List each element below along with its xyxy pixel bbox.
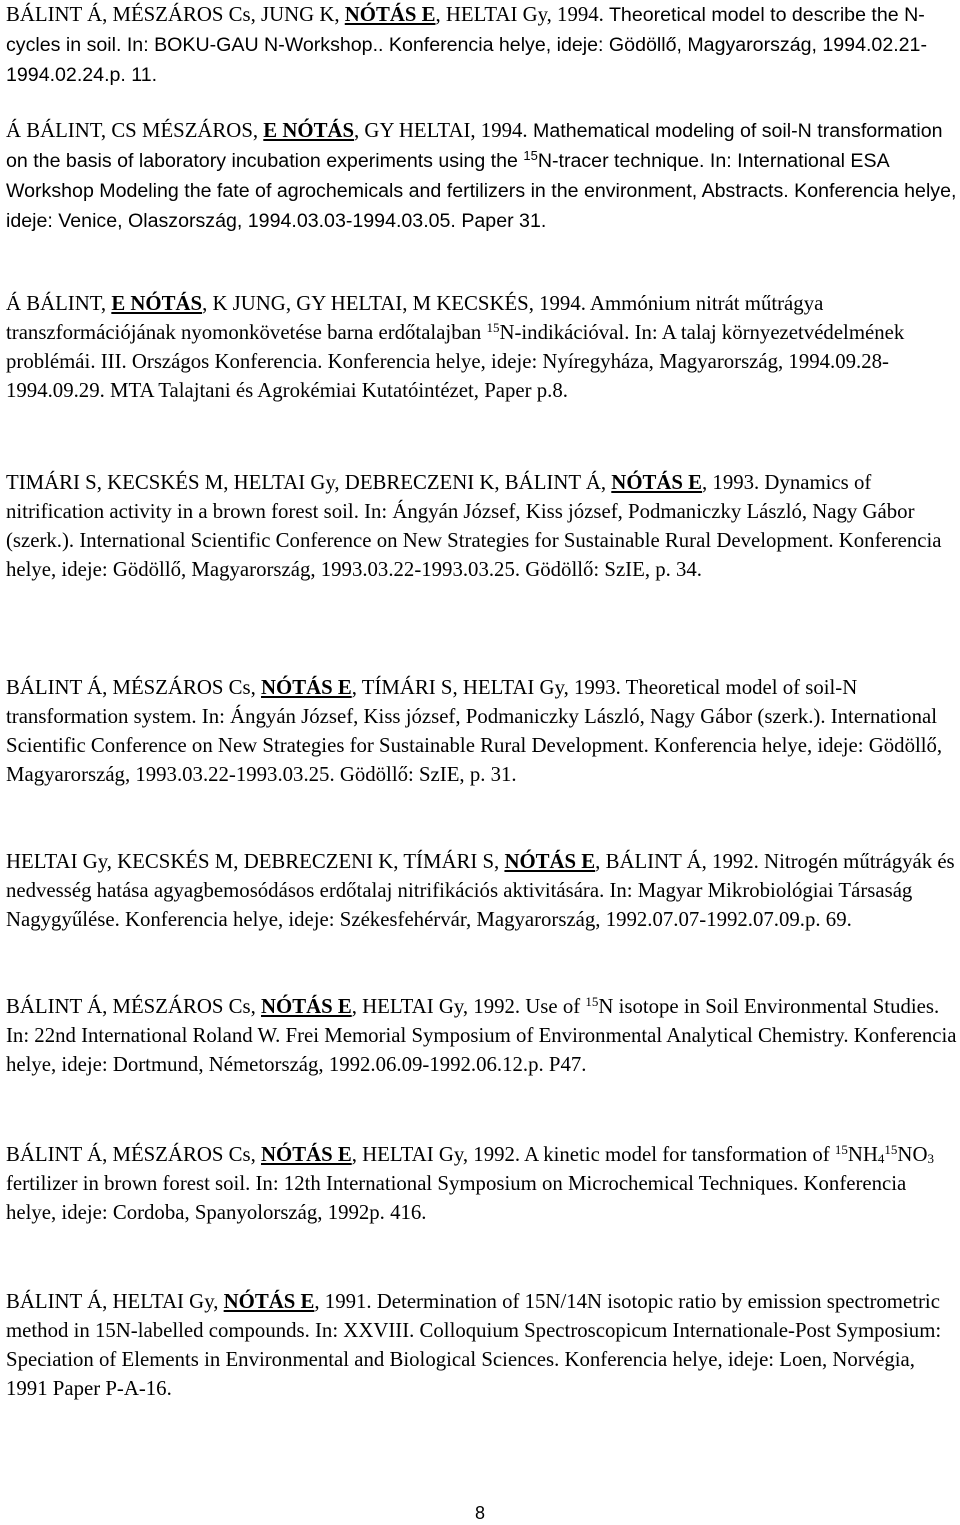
publication-entry-4 — [6, 468, 958, 584]
entry-authors: BÁLINT Á, MÉSZÁROS Cs, NÓTÁS E, TÍMÁRI S, HELTAI Gy, 1993. — [6, 676, 621, 699]
entry-details: Theoretical model to describe the N-cycles in soil. In: BOKU-GAU N-Workshop.. Konferencia helye, ideje: Gödöllő, Magyarország, 1994.02.21-1994.02.24.p. 11. — [6, 4, 927, 86]
entry-authors: TIMÁRI S, KECSKÉS M, HELTAI Gy, DEBRECZENI K, BÁLINT Á, NÓTÁS E, 1993. — [6, 471, 760, 494]
entry-details: Dynamics of nitrification activity in a brown forest soil. In: Ángyán József, Kiss józsef, Podmaniczky László, Nagy Gábor (szerk.). International Scientific Conference on New Strategies for Sustainable Rural Development. Konferencia helye, ideje: Gödöllő, Magyarország, 1993.03.22-1993.03.25. Gödöllő: SzIE, p. 34. — [6, 471, 942, 581]
entry-details: Theoretical model of soil-N transformation system. In: Ángyán József, Kiss józsef, Podmaniczky László, Nagy Gábor (szerk.). International Scientific Conference on New Strategies for Sustainable Rural Development. Konferencia helye, ideje: Gödöllő, Magyarország, 1993.03.22-1993.03.25. Gödöllő: SzIE, p. 31. — [6, 676, 943, 786]
publication-entry-2 — [6, 116, 958, 236]
publication-entry-1 — [6, 0, 958, 90]
highlighted-author: NÓTÁS E — [261, 1143, 352, 1166]
entry-details: Nitrogén műtrágyák és nedvesség hatása agyagbemosódásos erdőtalaj nitrifikációs aktivitására. In: Magyar Mikrobiológiai Társaság Nagygyűlése. Konferencia helye, ideje: Székesfehérvár, Magyarország, 1992.07.07-1992.07.09.p. 69. — [6, 850, 955, 931]
publication-entry-6 — [6, 847, 958, 934]
page-number: 8 — [474, 1503, 485, 1523]
entry-details: Determination of 15N/14N isotopic ratio by emission spectrometric method in 15N-labelled compounds. In: XXVIII. Colloquium Spectroscopicum Internationale-Post Symposium: Speciation of Elements in Environmental and Biological Sciences. Konferencia helye, ideje: Loen, Norvégia, 1991 Paper P-A-16. — [6, 1290, 942, 1400]
entry-authors: BÁLINT Á, MÉSZÁROS Cs, NÓTÁS E, HELTAI Gy, 1992. — [6, 995, 521, 1018]
publication-entry-7 — [6, 992, 958, 1079]
entry-details: A kinetic model for tansformation of $^{15}NH_4^{15}NO_3$ fertilizer in brown forest soil. In: 12th International Symposium on Microchemical Techniques. Konferencia helye, ideje: Cordoba, Spanyolország, 1992p. 416. — [6, 1142, 934, 1224]
entry-authors: BÁLINT Á, HELTAI Gy, NÓTÁS E, 1991. — [6, 1290, 372, 1313]
highlighted-author: E NÓTÁS — [263, 119, 355, 142]
highlighted-author: NÓTÁS E — [344, 3, 436, 26]
entry-authors: BÁLINT Á, MÉSZÁROS Cs, NÓTÁS E, HELTAI Gy, 1992. — [6, 1143, 521, 1166]
entry-authors: HELTAI Gy, KECSKÉS M, DEBRECZENI K, TÍMÁRI S, NÓTÁS E, BÁLINT Á, 1992. — [6, 850, 759, 873]
highlighted-author: NÓTÁS E — [261, 995, 352, 1018]
publication-entry-3 — [6, 289, 958, 405]
entry-details: Mathematical modeling of soil-N transformation on the basis of laboratory incubation experiments using the $^{15}$N-tracer technique. In: International ESA Workshop Modeling the fate of agrochemicals and fertilizers in the environment, Abstracts. Konferencia helye, ideje: Venice, Olaszország, 1994.03.03-1994.03.05. Paper 31. — [6, 120, 957, 232]
publication-entry-5 — [6, 673, 958, 789]
publication-entry-9 — [6, 1287, 958, 1403]
highlighted-author: NÓTÁS E — [261, 676, 352, 699]
highlighted-author: NÓTÁS E — [504, 850, 596, 873]
highlighted-author: NÓTÁS E — [611, 471, 703, 494]
highlighted-author: E NÓTÁS — [111, 292, 203, 315]
entry-authors: BÁLINT Á, MÉSZÁROS Cs, JUNG K, NÓTÁS E, HELTAI Gy, 1994. — [6, 3, 604, 26]
publication-entry-8 — [6, 1140, 958, 1227]
entry-authors: Á BÁLINT, CS MÉSZÁROS, E NÓTÁS, GY HELTAI, 1994. — [6, 119, 528, 142]
entry-details: Use of $^{15}$N isotope in Soil Environmental Studies. In: 22nd International Roland W. Frei Memorial Symposium of Environmental Analytical Chemistry. Konferencia helye, ideje: Dortmund, Németország, 1992.06.09-1992.06.12.p. P47. — [6, 994, 957, 1076]
highlighted-author: NÓTÁS E — [223, 1290, 315, 1313]
entry-authors: Á BÁLINT, E NÓTÁS, K JUNG, GY HELTAI, M KECSKÉS, 1994. — [6, 292, 586, 315]
entry-details: Ammónium nitrát műtrágya transzformációjának nyomonkövetése barna erdőtalajban $^{15}$N-indikációval. In: A talaj környezetvédelmének problémái. III. Országos Konferencia. Konferencia helye, ideje: Nyíregyháza, Magyarország, 1994.09.28-1994.09.29. MTA Talajtani és Agrokémiai Kutatóintézet, Paper p.8. — [6, 292, 905, 402]
